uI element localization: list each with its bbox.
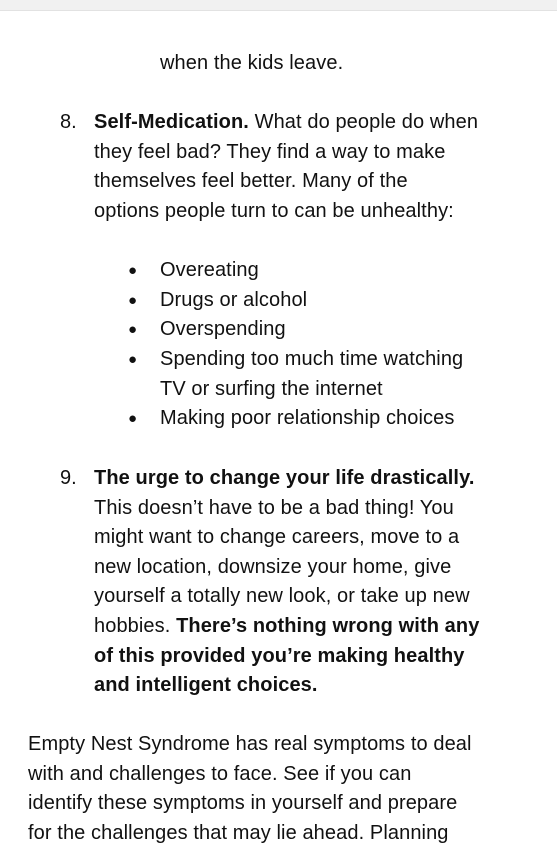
item-9-bold-line-2: and intelligent choices. — [94, 674, 318, 696]
bullet-item-drugs: Drugs or alcohol — [160, 289, 308, 311]
bullet-item-overspending: Overspending — [160, 318, 286, 340]
closing-line-1: with and challenges to face. See if you can — [28, 763, 412, 785]
item-8-line-2: themselves feel better. Many of the — [94, 170, 408, 192]
item-8-first-line — [94, 107, 478, 137]
item-8-number: 8. — [60, 111, 77, 133]
item-9-bold-line-1: of this provided you’re making healthy — [94, 645, 465, 667]
bullet-icon: ● — [128, 351, 138, 368]
item-9-bold-line-0: There’s nothing wrong with any — [176, 615, 480, 637]
item-9-number: 9. — [60, 467, 77, 489]
bullet-icon: ● — [128, 292, 138, 309]
bullet-item-tv-line-2: TV or surfing the internet — [160, 378, 383, 400]
item-8-line-0: What do people do when — [248, 111, 479, 133]
closing-line-2: identify these symptoms in yourself and prepare — [28, 792, 458, 814]
bullet-icon: ● — [128, 321, 138, 338]
item-9-line-0: This doesn’t have to be a bad thing! You — [94, 497, 454, 519]
item-9-hobbies-text: hobbies. — [94, 615, 177, 637]
item-9-line-3: yourself a totally new look, or take up new — [94, 585, 470, 607]
closing-line-3: for the challenges that may lie ahead. Planning — [28, 822, 449, 844]
bullet-icon: ● — [128, 410, 138, 427]
item-8-line-1: they feel bad? They find a way to make — [94, 141, 446, 163]
item-9-line-4 — [94, 611, 479, 641]
bullet-item-tv-line-1: Spending too much time watching — [160, 348, 464, 370]
item-8-title: Self-Medication. — [94, 111, 249, 133]
item-9-title: The urge to change your life drastically. — [94, 467, 475, 489]
bullet-icon: ● — [128, 262, 138, 279]
item-9-line-1: might want to change careers, move to a — [94, 526, 460, 548]
bullet-item-overeating: Overeating — [160, 259, 259, 281]
item-8-line-3: options people turn to can be unhealthy: — [94, 200, 454, 222]
bullet-item-relationships: Making poor relationship choices — [160, 407, 455, 429]
top-toolbar-strip — [0, 0, 557, 11]
closing-line-0: Empty Nest Syndrome has real symptoms to deal — [28, 733, 472, 755]
continuation-line: when the kids leave. — [160, 52, 344, 74]
item-9-line-2: new location, downsize your home, give — [94, 556, 452, 578]
